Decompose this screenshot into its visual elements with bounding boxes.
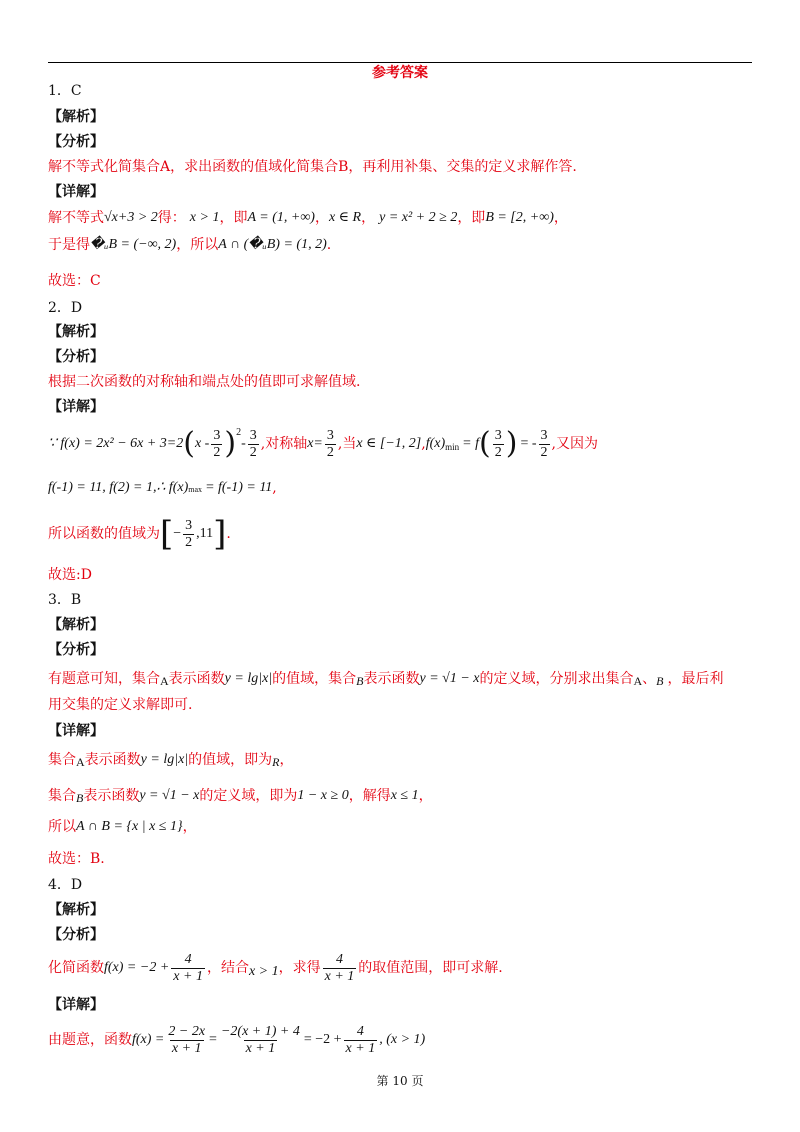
q2-l1-frac3-den: 2 <box>326 444 334 460</box>
q4-f1-text-h: 的取值范围，即可求解. <box>358 960 503 976</box>
q2-detail-line2 <box>48 479 277 497</box>
q4-d1-frac1-den: x + 1 <box>171 1040 202 1056</box>
q3-f1-set-b: B <box>356 674 364 688</box>
q3-d2-text-a: 集合 <box>48 788 76 804</box>
q3-d1-text-g: ， <box>279 752 294 768</box>
q3-detail-line3 <box>48 818 197 836</box>
q3-f1-text-c: 表示函数 <box>168 671 225 687</box>
q2-l2-math-b: = f(-1) = 11 <box>205 480 273 495</box>
q3-d2-math-h: x ≤ 1 <box>390 788 419 803</box>
q3-f1-text-m: ，最后利 <box>667 671 724 687</box>
q4-d1-frac2 <box>219 1024 302 1057</box>
q1-l1-text-g: ， <box>314 210 329 226</box>
q2-l1-math-g: x ∈ [−1, 2] <box>356 436 422 451</box>
q2-l1-paren-left: ( <box>183 426 195 461</box>
q3-d3-text-a: 所以 <box>48 819 76 835</box>
q2-l1-subscript-min: min <box>445 442 460 452</box>
q3-d2-text-c: 表示函数 <box>83 788 140 804</box>
q2-l1-frac1-num: 3 <box>213 427 221 443</box>
q2-l1-frac4-num: 3 <box>494 427 502 443</box>
q3-d2-math-d: y = √1 − x <box>139 788 200 803</box>
q3-d3-text-c: ， <box>182 819 197 835</box>
q4-d1-frac2-den: x + 1 <box>245 1040 276 1056</box>
q1-l1-math-f: A = (1, +∞) <box>247 210 315 225</box>
q2-answer: 故选:D <box>48 567 92 583</box>
q3-d1-text-e: 的值域，即为 <box>188 752 273 768</box>
q3-f1-math-h: y = √1 − x <box>419 671 480 686</box>
q1-l1-math-l: B = [2, +∞) <box>485 210 554 225</box>
q1-l1-math-h: x ∈ R <box>328 210 362 225</box>
q2-l1-math-j: = f <box>462 436 479 451</box>
q3-d2-text-i: ， <box>418 788 433 804</box>
q2-l1-frac3-num: 3 <box>326 427 334 443</box>
q3-f1-text-k: 、 <box>642 671 657 687</box>
q2-l3-bracket-left: [ <box>160 514 174 554</box>
q2-l1-math-i: f(x) <box>425 436 446 451</box>
q2-l1-frac3 <box>325 428 336 461</box>
q2-detail-line1 <box>48 426 598 462</box>
q4-xiangjie-heading: 【详解】 <box>48 997 104 1013</box>
q3-fenxi-line2: 用交集的定义求解即可. <box>48 697 193 713</box>
q4-d1-frac3 <box>344 1024 378 1057</box>
q3-f1-text-a: 有题意可知，集合 <box>48 671 160 687</box>
q3-d3-math-b: A ∩ B = {x | x ≤ 1} <box>76 819 183 834</box>
q2-l1-math-c: - <box>241 436 246 451</box>
q2-l1-frac4-den: 2 <box>494 444 502 460</box>
q2-l3-frac <box>183 518 194 551</box>
q2-l3-frac-num: 3 <box>185 517 193 533</box>
q4-d1-math-e: , (x > 1) <box>379 1032 426 1047</box>
q1-l2-text-e: . <box>326 237 332 253</box>
q2-xiangjie-heading: 【详解】 <box>48 399 104 415</box>
q2-l1-math-k: = - <box>520 436 537 451</box>
q3-xiangjie-heading: 【详解】 <box>48 723 104 739</box>
q2-l1-frac2 <box>248 428 259 461</box>
q4-d1-text-a: 由题意，函数 <box>48 1032 132 1048</box>
q3-d2-set-b: B <box>76 791 84 805</box>
q3-fenxi-heading: 【分析】 <box>48 642 104 658</box>
q3-detail-line2 <box>48 785 433 807</box>
q1-l1-math-j: y = x² + 2 ≥ 2 <box>379 210 458 225</box>
q4-fenxi-heading: 【分析】 <box>48 927 104 943</box>
q4-f1-math-b: f(x) = −2 + <box>104 960 170 975</box>
q1-l1-text-i: ， <box>361 210 376 226</box>
q4-d1-frac2-num: −2(x + 1) + 4 <box>220 1023 300 1039</box>
q4-f1-text-c: ，结合 <box>206 960 249 976</box>
q3-d1-text-a: 集合 <box>48 752 76 768</box>
q3-f1-set-b2: B <box>656 674 664 688</box>
q2-l1-frac5-num: 3 <box>540 427 548 443</box>
q1-l1-text-e: ，即 <box>219 210 248 226</box>
q3-d1-text-c: 表示函数 <box>84 752 141 768</box>
q4-f1-frac2-num: 4 <box>335 951 343 967</box>
q2-l1-paren2-left: ( <box>479 426 491 461</box>
q2-l2-math-a: f(-1) = 11, f(2) = 1,∴ f(x) <box>48 480 189 495</box>
q4-f1-frac1 <box>171 952 205 985</box>
page-footer: 第 10 页 <box>376 1074 424 1088</box>
q1-l1-math-b: √x+3 > 2 <box>104 210 158 225</box>
q1-number: 1．C <box>48 83 82 99</box>
q1-answer: 故选：C <box>48 273 101 289</box>
q4-f1-text-e: ，求得 <box>278 960 321 976</box>
q1-l1-text-m: ， <box>553 210 568 226</box>
q3-f1-math-d: y = lg|x| <box>224 671 273 686</box>
q4-number: 4．D <box>48 877 83 893</box>
q1-l2-text-c: ，所以 <box>176 237 219 253</box>
q2-l3-math-c: ,11 <box>196 526 214 541</box>
q3-answer: 故选：B. <box>48 851 105 867</box>
q2-l3-bracket-right: ] <box>213 514 227 554</box>
q2-detail-line3 <box>48 516 231 552</box>
q2-l1-math-a: ∵ f(x) = 2x² − 6x + 3=2 <box>48 436 184 451</box>
q3-f1-text-e: 的值域，集合 <box>272 671 357 687</box>
q2-l1-frac1 <box>211 428 222 461</box>
q2-l3-frac-den: 2 <box>185 534 193 550</box>
q1-l1-text-a: 解不等式 <box>48 210 104 226</box>
q4-jiexi-heading: 【解析】 <box>48 902 104 918</box>
q1-l1-text-c: 得： <box>157 210 186 226</box>
q2-fenxi-heading: 【分析】 <box>48 349 104 365</box>
q3-d2-math-f: 1 − x ≥ 0 <box>297 788 349 803</box>
q2-l1-frac5 <box>539 428 550 461</box>
q3-f1-text-i: 的定义域，分别求出集合 <box>479 671 634 687</box>
q4-f1-math-d: x > 1 <box>248 964 279 979</box>
q1-l2-text-a: 于是得 <box>48 237 90 253</box>
q2-l1-text-d: ,对称轴 <box>260 436 308 452</box>
q3-f1-set-a: A <box>160 674 169 688</box>
q2-l1-frac5-den: 2 <box>540 444 548 460</box>
q2-l1-math-e: x= <box>307 436 323 451</box>
q4-f1-frac1-den: x + 1 <box>173 968 203 984</box>
q3-jiexi-heading: 【解析】 <box>48 617 104 633</box>
q1-l2-math-d: A ∩ (�ᵤB) = (1, 2) <box>218 237 327 252</box>
q2-l3-text-d: . <box>226 526 231 542</box>
q2-fenxi-text: 根据二次函数的对称轴和端点处的值即可求解值域. <box>48 374 361 390</box>
q3-number: 3．B <box>48 592 82 608</box>
q2-l3-minus: − <box>173 526 182 541</box>
q2-l2-text-c: , <box>272 480 277 496</box>
q2-l1-frac2-num: 3 <box>249 427 257 443</box>
q1-detail-line2 <box>48 236 331 254</box>
q2-l1-frac4 <box>493 428 504 461</box>
page-title: 参考答案 <box>372 65 428 81</box>
q3-d1-math-f: R <box>272 755 280 769</box>
q4-d1-frac1-num: 2 − 2x <box>168 1023 206 1039</box>
q3-d2-text-e: 的定义域，即为 <box>199 788 298 804</box>
q3-d1-math-d: y = lg|x| <box>140 752 189 767</box>
q1-fenxi-heading: 【分析】 <box>48 134 104 150</box>
q4-f1-frac2-den: x + 1 <box>324 968 355 984</box>
q4-d1-math-b: f(x) = <box>132 1032 165 1047</box>
q4-d1-frac3-den: x + 1 <box>345 1040 376 1056</box>
q2-l1-frac1-den: 2 <box>213 444 221 460</box>
q2-l1-math-b: x - <box>194 436 210 451</box>
q1-detail-line1 <box>48 209 568 227</box>
header-rule <box>48 62 752 63</box>
q3-f1-text-g: 表示函数 <box>363 671 420 687</box>
q1-l1-text-k: ，即 <box>457 210 486 226</box>
q2-l3-text-a: 所以函数的值域为 <box>48 526 160 542</box>
q3-f1-set-a2: A <box>633 674 643 688</box>
q4-f1-frac1-num: 4 <box>184 951 192 967</box>
q3-d2-text-g: ，解得 <box>348 788 391 804</box>
q2-l2-subscript-max: max <box>188 485 203 494</box>
q4-f1-frac2 <box>323 952 357 985</box>
q1-l1-math-d: x > 1 <box>189 210 220 225</box>
q2-jiexi-heading: 【解析】 <box>48 324 104 340</box>
q4-d1-math-d: = −2 + <box>303 1032 342 1047</box>
q2-number: 2．D <box>48 300 83 316</box>
q4-detail-line1 <box>48 1022 425 1058</box>
q1-xiangjie-heading: 【详解】 <box>48 184 104 200</box>
q2-l1-paren2-right: ) <box>505 426 518 461</box>
q2-l1-paren-right: ) <box>224 426 237 461</box>
q4-d1-math-c: = <box>209 1032 217 1047</box>
q3-fenxi-line1 <box>48 668 724 690</box>
q4-f1-text-a: 化简函数 <box>48 960 104 976</box>
q2-l1-frac2-den: 2 <box>249 444 257 460</box>
q2-l1-text-h: , <box>421 436 426 452</box>
q2-l1-text-f: ,当 <box>337 436 357 452</box>
q4-fenxi-line1 <box>48 950 503 986</box>
q1-jiexi-heading: 【解析】 <box>48 109 104 125</box>
q1-fenxi-text: 解不等式化简集合A，求出函数的值域化简集合B，再利用补集、交集的定义求解作答. <box>48 159 577 175</box>
q2-l1-text-l: ,又因为 <box>551 436 598 452</box>
q4-d1-frac3-num: 4 <box>356 1023 364 1039</box>
q1-l2-math-b: �ᵤB = (−∞, 2) <box>90 237 177 252</box>
q2-l1-exponent: 2 <box>236 427 242 438</box>
q3-d1-set-a: A <box>76 755 85 769</box>
q4-d1-frac1 <box>166 1024 207 1057</box>
q3-detail-line1 <box>48 749 293 771</box>
